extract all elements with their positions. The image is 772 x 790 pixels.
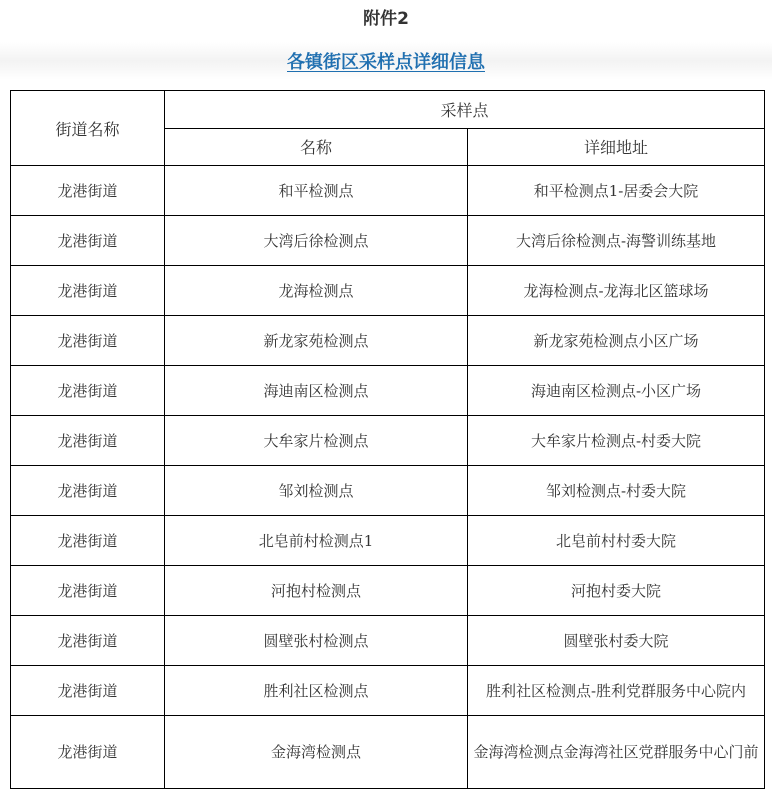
site-name-cell: 大湾后徐检测点 — [165, 216, 468, 266]
street-cell: 龙港街道 — [11, 516, 165, 566]
table-row — [11, 316, 765, 366]
address-cell: 大湾后徐检测点-海警训练基地 — [468, 216, 765, 266]
site-name-cell: 胜利社区检测点 — [165, 666, 468, 716]
header-address: 详细地址 — [468, 128, 765, 166]
street-cell: 龙港街道 — [11, 716, 165, 789]
table-row — [11, 416, 765, 466]
street-cell: 龙港街道 — [11, 466, 165, 516]
sampling-sites-table — [10, 90, 765, 789]
street-cell: 龙港街道 — [11, 166, 165, 216]
street-cell: 龙港街道 — [11, 416, 165, 466]
address-cell: 新龙家苑检测点小区广场 — [468, 316, 765, 366]
address-cell: 圆壁张村委大院 — [468, 616, 765, 666]
header-street-name: 街道名称 — [11, 91, 165, 166]
table-row — [11, 466, 765, 516]
street-cell: 龙港街道 — [11, 266, 165, 316]
site-name-cell: 龙海检测点 — [165, 266, 468, 316]
table-row — [11, 366, 765, 416]
header-name: 名称 — [165, 128, 468, 166]
site-name-cell: 北皂前村检测点1 — [165, 516, 468, 566]
table-row — [11, 216, 765, 266]
street-cell: 龙港街道 — [11, 566, 165, 616]
street-cell: 龙港街道 — [11, 666, 165, 716]
table-row — [11, 516, 765, 566]
table-body — [11, 166, 765, 789]
table-row — [11, 666, 765, 716]
street-cell: 龙港街道 — [11, 316, 165, 366]
table-row — [11, 266, 765, 316]
site-name-cell: 圆壁张村检测点 — [165, 616, 468, 666]
street-cell: 龙港街道 — [11, 616, 165, 666]
attachment-label: 附件2 — [363, 9, 409, 29]
site-name-cell: 大牟家片检测点 — [165, 416, 468, 466]
address-cell: 金海湾检测点金海湾社区党群服务中心门前 — [468, 716, 765, 789]
page-title: 各镇街区采样点详细信息 — [287, 52, 485, 73]
table-row — [11, 616, 765, 666]
site-name-cell: 河抱村检测点 — [165, 566, 468, 616]
site-name-cell: 金海湾检测点 — [165, 716, 468, 789]
header-sampling-point: 采样点 — [165, 91, 765, 129]
address-cell: 河抱村委大院 — [468, 566, 765, 616]
table-row — [11, 166, 765, 216]
table-row — [11, 716, 765, 789]
address-cell: 龙海检测点-龙海北区篮球场 — [468, 266, 765, 316]
address-cell: 和平检测点1-居委会大院 — [468, 166, 765, 216]
address-cell: 大牟家片检测点-村委大院 — [468, 416, 765, 466]
street-cell: 龙港街道 — [11, 216, 165, 266]
street-cell: 龙港街道 — [11, 366, 165, 416]
address-cell: 北皂前村村委大院 — [468, 516, 765, 566]
site-name-cell: 和平检测点 — [165, 166, 468, 216]
site-name-cell: 邹刘检测点 — [165, 466, 468, 516]
address-cell: 海迪南区检测点-小区广场 — [468, 366, 765, 416]
address-cell: 胜利社区检测点-胜利党群服务中心院内 — [468, 666, 765, 716]
table-row — [11, 566, 765, 616]
site-name-cell: 海迪南区检测点 — [165, 366, 468, 416]
site-name-cell: 新龙家苑检测点 — [165, 316, 468, 366]
address-cell: 邹刘检测点-村委大院 — [468, 466, 765, 516]
